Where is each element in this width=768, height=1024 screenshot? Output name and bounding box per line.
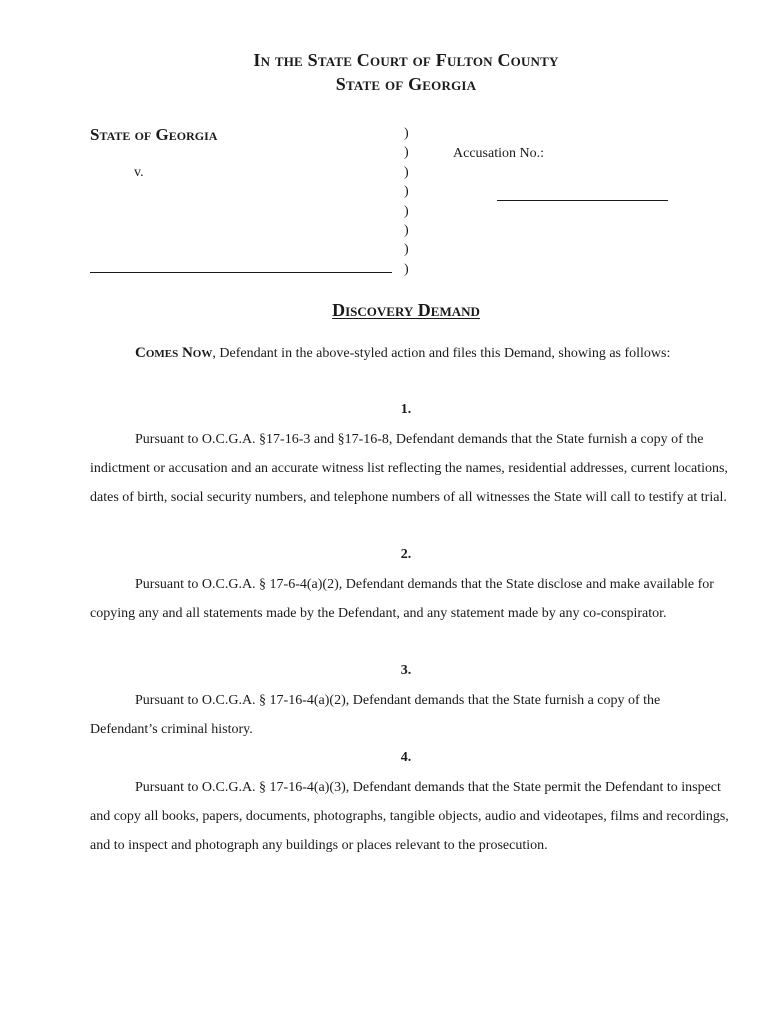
accusation-number-label: Accusation No.: <box>453 146 544 161</box>
accusation-number-blank <box>497 200 668 201</box>
intro-paragraph <box>90 339 731 368</box>
caption-party: State of Georgia <box>90 125 218 144</box>
caption-versus: v. <box>134 165 144 180</box>
paragraph-number: 3. <box>400 663 412 678</box>
court-heading-line1: In the State Court of Fulton County <box>253 50 559 70</box>
caption-paren-column <box>404 124 409 279</box>
document-title: Discovery Demand <box>332 300 480 320</box>
intro-lead-in: Comes Now <box>135 345 213 361</box>
paragraph-number: 2. <box>400 547 412 562</box>
court-heading-line2: State of Georgia <box>335 74 477 94</box>
caption-paren: ) <box>404 184 409 200</box>
caption-paren: ) <box>404 203 409 219</box>
caption-paren: ) <box>404 261 409 277</box>
defendant-name-blank <box>90 272 392 273</box>
paragraph-text: Pursuant to O.C.G.A. § 17-6-4(a)(2), Defendant demands that the State disclose and make available for copying any and all statements made by the Defendant, and any statement made by any co-conspirator. <box>90 577 714 621</box>
paragraph-number: 1. <box>400 402 412 417</box>
caption-paren: ) <box>404 164 409 180</box>
caption-paren: ) <box>404 223 409 239</box>
caption-paren: ) <box>404 126 409 141</box>
paragraph-number: 4. <box>400 750 412 765</box>
paragraph-text: Pursuant to O.C.G.A. §17-16-3 and §17-16-8, Defendant demands that the State furnish a copy of the indictment or accusation and an accurate witness list reflecting the names, residential addresses, current locations, dates of birth, social security numbers, and telephone numbers of all witnesses the State will call to testify at trial. <box>90 432 728 505</box>
caption-paren: ) <box>404 242 409 258</box>
paragraph-text: Pursuant to O.C.G.A. § 17-16-4(a)(2), Defendant demands that the State furnish a copy of the Defendant’s criminal history. <box>90 693 661 737</box>
paragraph-text: Pursuant to O.C.G.A. § 17-16-4(a)(3), Defendant demands that the State permit the Defendant to inspect and copy all books, papers, documents, photographs, tangible objects, audio and videotapes, films and recordings, and to inspect and photograph any buildings or places relevant to the prosecution. <box>90 780 729 853</box>
intro-text: , Defendant in the above-styled action and files this Demand, showing as follows: <box>212 346 671 361</box>
caption-paren: ) <box>404 145 409 161</box>
